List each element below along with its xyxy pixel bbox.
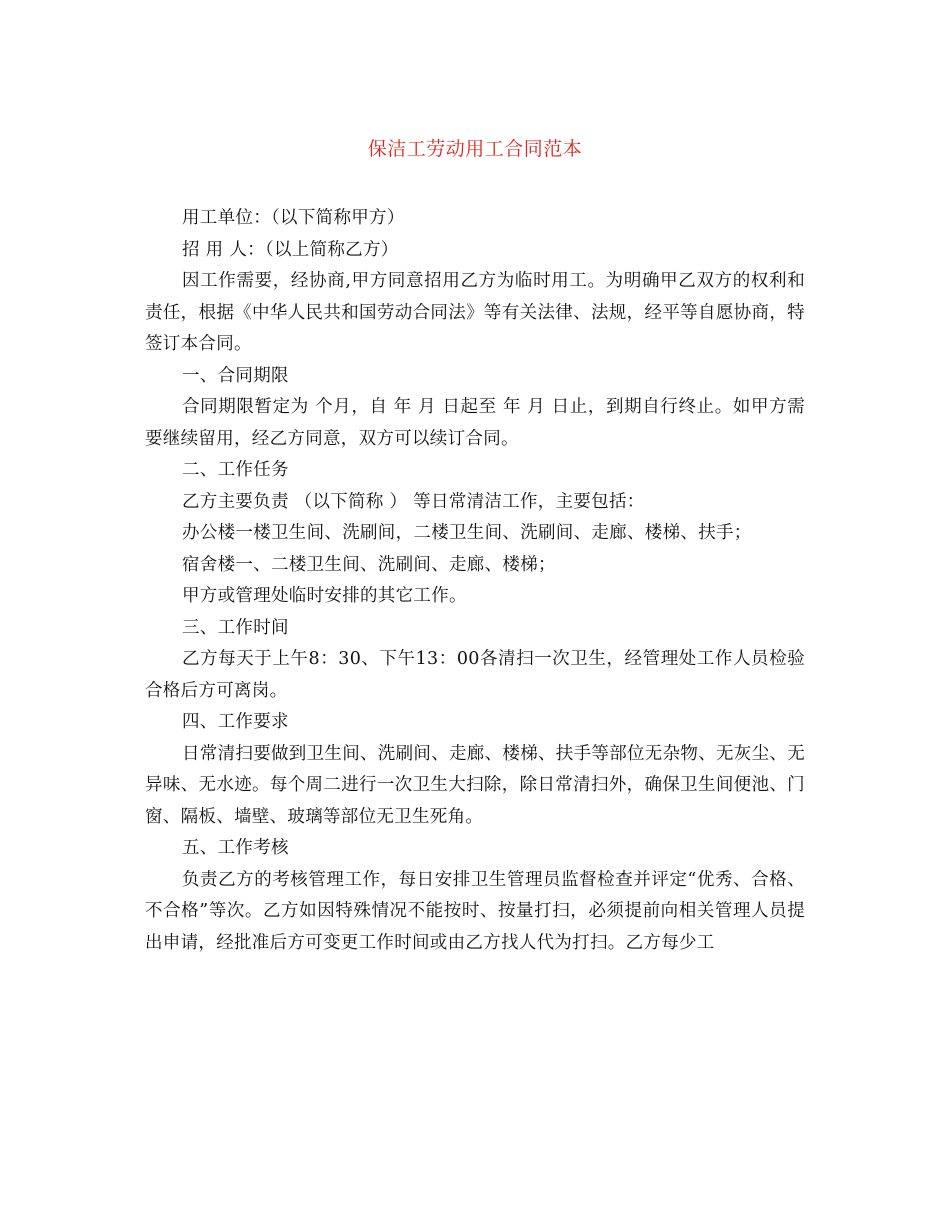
paragraph-employee: 招 用 人：（以上简称乙方） — [182, 239, 399, 260]
paragraph-tasks-intro: 乙方主要负责 （以下简称 ） 等日常清洁工作，主要包括： — [182, 491, 645, 512]
section-heading-requirements: 四、工作要求 — [182, 712, 289, 732]
paragraph-tasks-dorm: 宿舍楼一、二楼卫生间、洗刷间、走廊、楼梯； — [182, 554, 556, 575]
paragraph-requirements: 日常清扫要做到卫生间、洗刷间、走廊、楼梯、扶手等部位无杂物、无灰尘、无异味、无水迹。每个周二进行一次卫生大扫除，除日常清扫外，确保卫生间便池、门窗、隔板、墙壁、玻璃等部位无卫生死角。 — [145, 743, 805, 827]
section-heading-tasks: 二、工作任务 — [182, 460, 289, 480]
document-title: 保洁工劳动用工合同范本 — [367, 138, 583, 160]
paragraph-assessment: 负责乙方的考核管理工作，每日安排卫生管理员监督检查并评定“优秀、合格、不合格”等次。乙方如因特殊情况不能按时、按量打扫，必须提前向相关管理人员提出申请，经批准后方可变更工作时间或由乙方找人代为打扫。乙方每少工 — [145, 869, 805, 953]
document-body — [145, 203, 805, 959]
paragraph-tasks-other: 甲方或管理处临时安排的其它工作。 — [182, 586, 467, 606]
paragraph-employer: 用工单位：（以下简称甲方） — [182, 208, 405, 228]
section-heading-term: 一、合同期限 — [182, 365, 289, 386]
section-heading-hours: 三、工作时间 — [182, 617, 289, 638]
paragraph-tasks-office: 办公楼一楼卫生间、洗刷间，二楼卫生间、洗刷间、走廊、楼梯、扶手； — [182, 523, 752, 543]
section-heading-assessment: 五、工作考核 — [182, 838, 289, 858]
paragraph-hours: 乙方每天于上午8：30、下午13：00各清扫一次卫生，经管理处工作人员检验合格后方可离岗。 — [145, 649, 805, 701]
paragraph-term: 合同期限暂定为 个月，自 年 月 日起至 年 月 日止，到期自行终止。如甲方需要继续留用，经乙方同意，双方可以续订合同。 — [145, 397, 805, 449]
paragraph-preamble: 因工作需要，经协商,甲方同意招用乙方为临时用工。为明确甲乙双方的权利和责任，根据《中华人民共和国劳动合同法》等有关法律、法规，经平等自愿协商，特签订本合同。 — [145, 271, 805, 354]
